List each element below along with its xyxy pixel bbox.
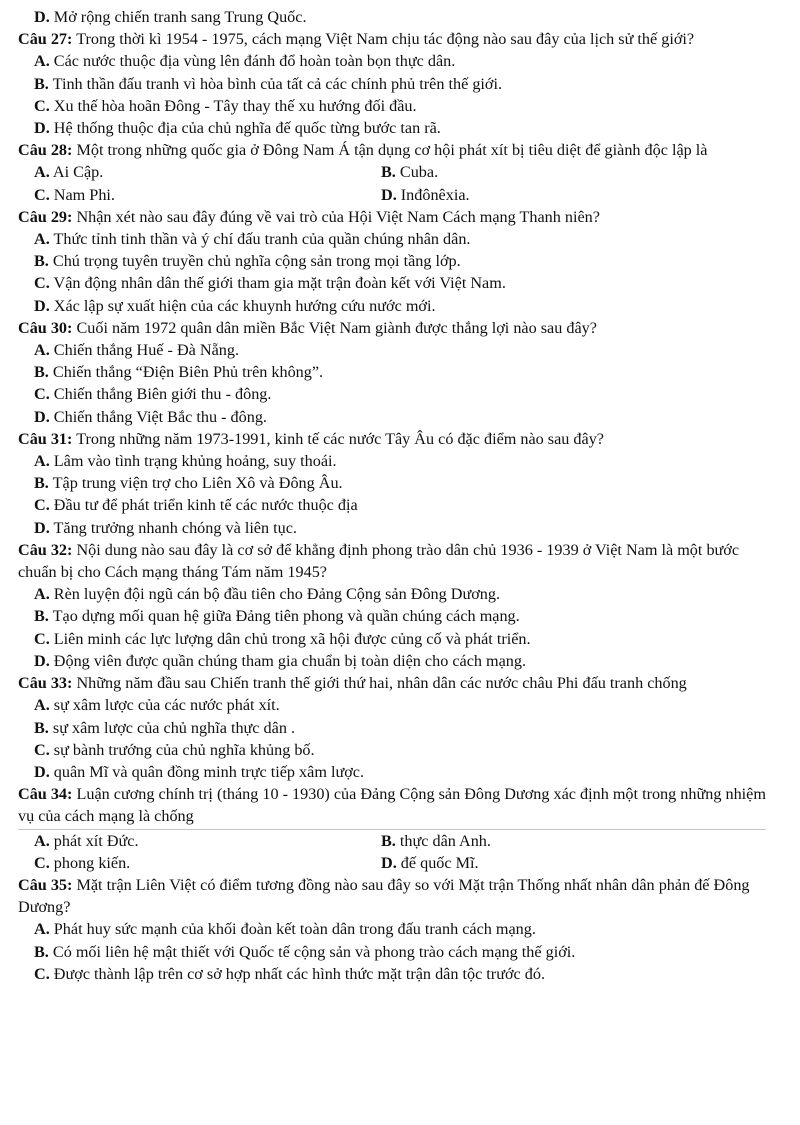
option-text: Chú trọng tuyên truyền chủ nghĩa cộng sản trong mọi tầng lớp. [52, 252, 461, 271]
option-letter: A. [34, 230, 50, 249]
option-text: Hệ thống thuộc địa của chủ nghĩa đế quốc từng bước tan rã. [53, 119, 441, 138]
option-text: Cuba. [399, 163, 439, 182]
question-29 [18, 206, 766, 317]
option-text: sự bành trướng của chủ nghĩa khủng bố. [53, 740, 315, 759]
option-a [18, 583, 766, 605]
option-text: Lâm vào tình trạng khủng hoảng, suy thoái. [53, 452, 337, 471]
option-b [18, 361, 766, 383]
question-30 [18, 317, 766, 428]
option-text: Chiến thắng Biên giới thu - đông. [53, 385, 272, 404]
question-31 [18, 428, 766, 539]
option-text: Thức tỉnh tinh thần và ý chí đấu tranh của quần chúng nhân dân. [53, 230, 471, 249]
option-row [18, 184, 766, 206]
option-text: Rèn luyện đội ngũ cán bộ đầu tiên cho Đảng Cộng sản Đông Dương. [53, 585, 501, 604]
option-d [18, 117, 766, 139]
option-text: Đầu tư để phát triển kinh tế các nước thuộc địa [53, 496, 358, 515]
question-stem [18, 539, 766, 583]
option-letter: B. [34, 474, 49, 493]
question-stem [18, 139, 766, 161]
option-letter: C. [34, 185, 50, 204]
option-letter: A. [34, 452, 50, 471]
option-letter: D. [34, 762, 50, 781]
option-letter: A. [34, 341, 50, 360]
option-a [18, 50, 766, 72]
option-letter: C. [34, 964, 50, 983]
option-letter: A. [34, 585, 50, 604]
option-a [18, 918, 766, 940]
option-letter: C. [34, 274, 50, 293]
option-text: Tăng trưởng nhanh chóng và liên tục. [53, 518, 297, 537]
option-letter: B. [381, 163, 396, 182]
option-text: đế quốc Mĩ. [400, 853, 479, 872]
question-28 [18, 139, 766, 206]
option-text: sự xâm lược của các nước phát xít. [53, 696, 280, 715]
option-letter: B. [34, 252, 49, 271]
option-d [381, 184, 728, 206]
option-b [18, 250, 766, 272]
option-text: Phát huy sức mạnh của khối đoàn kết toàn dân trong đấu tranh cách mạng. [53, 920, 536, 939]
question-27 [18, 28, 766, 139]
option-letter: D. [34, 651, 50, 670]
option-b [18, 605, 766, 627]
option-text: Tinh thần đấu tranh vì hòa bình của tất cả các chính phủ trên thế giới. [52, 74, 503, 93]
option-c [18, 95, 766, 117]
question-stem [18, 874, 766, 918]
option-c [18, 628, 766, 650]
option-text: Inđônêxia. [400, 185, 470, 204]
option-letter: D. [34, 119, 50, 138]
option-text: Xu thế hòa hoãn Đông - Tây thay thế xu hướng đối đầu. [53, 96, 417, 115]
option-text: Tập trung viện trợ cho Liên Xô và Đông Âu. [52, 474, 343, 493]
option-b [18, 73, 766, 95]
option-c [34, 184, 381, 206]
option-b [381, 161, 728, 183]
option-letter: D. [381, 185, 397, 204]
question-text: Trong thời kì 1954 - 1975, cách mạng Việt Nam chịu tác động nào sau đây của lịch sử thế giới? [76, 30, 695, 49]
question-stem [18, 206, 766, 228]
option-text: phát xít Đức. [53, 831, 139, 850]
option-a [34, 830, 381, 852]
option-text: thực dân Anh. [399, 831, 491, 850]
option-letter: A. [34, 163, 50, 182]
question-text: Nhận xét nào sau đây đúng về vai trò của Hội Việt Nam Cách mạng Thanh niên? [76, 207, 600, 226]
option-text: Liên minh các lực lượng dân chủ trong xã hội được củng cố và phát triển. [53, 629, 531, 648]
option-d-q26 [18, 6, 766, 28]
option-c [18, 739, 766, 761]
option-d [18, 517, 766, 539]
option-d [18, 650, 766, 672]
option-letter: C. [34, 853, 50, 872]
question-number: Câu 34: [18, 785, 73, 804]
question-text: Một trong những quốc gia ở Đông Nam Á tận dụng cơ hội phát xít bị tiêu diệt để giành độc lập là [76, 141, 708, 160]
option-text: Có mối liên hệ mật thiết với Quốc tế cộng sản và phong trào cách mạng thế giới. [52, 942, 576, 961]
option-b [381, 830, 728, 852]
question-number: Câu 35: [18, 875, 73, 894]
option-text: phong kiến. [53, 853, 131, 872]
option-row [18, 852, 766, 874]
question-33 [18, 672, 766, 783]
option-a [18, 694, 766, 716]
option-text: Chiến thắng “Điện Biên Phủ trên không”. [52, 363, 324, 382]
question-35 [18, 874, 766, 985]
option-d [18, 761, 766, 783]
option-text: Được thành lập trên cơ sở hợp nhất các hình thức mặt trận dân tộc trước đó. [53, 964, 545, 983]
option-text: Nam Phi. [53, 185, 115, 204]
question-stem [18, 28, 766, 50]
question-number: Câu 27: [18, 30, 73, 49]
option-letter: A. [34, 920, 50, 939]
option-letter: B. [34, 942, 49, 961]
option-letter: C. [34, 96, 50, 115]
question-number: Câu 33: [18, 674, 73, 693]
option-text: Chiến thắng Huế - Đà Nẵng. [53, 341, 240, 360]
option-letter: B. [34, 74, 49, 93]
option-text: quân Mĩ và quân đồng minh trực tiếp xâm lược. [53, 762, 365, 781]
option-text: Vận động nhân dân thế giới tham gia mặt trận đoàn kết với Việt Nam. [53, 274, 506, 293]
option-row [18, 830, 766, 852]
option-letter: B. [34, 718, 49, 737]
option-letter: A. [34, 831, 50, 850]
option-letter: D. [381, 853, 397, 872]
option-text: Xác lập sự xuất hiện của các khuynh hướng cứu nước mới. [53, 296, 436, 315]
option-row [18, 161, 766, 183]
option-letter: D. [34, 407, 50, 426]
option-letter: C. [34, 385, 50, 404]
question-34 [18, 783, 766, 874]
option-c [18, 383, 766, 405]
option-c [18, 272, 766, 294]
question-number: Câu 28: [18, 141, 73, 160]
option-text: Tạo dựng mối quan hệ giữa Đảng tiên phong và quần chúng cách mạng. [52, 607, 520, 626]
option-text: Mở rộng chiến tranh sang Trung Quốc. [53, 8, 307, 26]
option-d [381, 852, 728, 874]
question-number: Câu 30: [18, 318, 73, 337]
question-stem [18, 428, 766, 450]
option-a [18, 339, 766, 361]
option-text: Chiến thắng Việt Bắc thu - đông. [53, 407, 267, 426]
option-letter: A. [34, 696, 50, 715]
option-letter: B. [34, 363, 49, 382]
question-32 [18, 539, 766, 672]
option-letter: B. [34, 607, 49, 626]
option-d [18, 295, 766, 317]
question-text: Cuối năm 1972 quân dân miền Bắc Việt Nam giành được thắng lợi nào sau đây? [76, 318, 597, 337]
question-number: Câu 32: [18, 540, 73, 559]
option-letter: D. [34, 296, 50, 315]
option-a [18, 228, 766, 250]
option-letter: D. [34, 8, 50, 26]
option-c [34, 852, 381, 874]
question-stem [18, 317, 766, 339]
option-letter: B. [381, 831, 396, 850]
question-stem [18, 783, 766, 827]
option-d [18, 406, 766, 428]
question-stem [18, 672, 766, 694]
option-a [18, 450, 766, 472]
question-text: Mặt trận Liên Việt có điểm tương đồng nào sau đây so với Mặt trận Thống nhất nhân dân phản đế Đông Dương? [18, 875, 750, 917]
question-text: Luận cương chính trị (tháng 10 - 1930) của Đảng Cộng sản Đông Dương xác định một trong những nhiệm vụ của cách mạng là chống [18, 785, 766, 826]
option-b [18, 941, 766, 963]
option-b [18, 472, 766, 494]
question-text: Trong những năm 1973-1991, kinh tế các nước Tây Âu có đặc điểm nào sau đây? [76, 429, 604, 448]
option-letter: C. [34, 496, 50, 515]
option-text: sự xâm lược của chủ nghĩa thực dân . [52, 718, 296, 737]
option-text: Các nước thuộc địa vùng lên đánh đổ hoàn toàn bọn thực dân. [53, 52, 456, 71]
option-letter: C. [34, 740, 50, 759]
question-text: Nội dung nào sau đây là cơ sở để khẳng định phong trào dân chủ 1936 - 1939 ở Việt Nam là một bước chuẩn bị cho Cách mạng tháng Tám năm 1945? [18, 540, 740, 582]
option-text: Ai Cập. [52, 163, 104, 182]
question-number: Câu 29: [18, 207, 73, 226]
option-a [34, 161, 381, 183]
question-text: Những năm đầu sau Chiến tranh thế giới thứ hai, nhân dân các nước châu Phi đấu tranh chống [76, 674, 687, 693]
option-c [18, 494, 766, 516]
question-number: Câu 31: [18, 429, 73, 448]
option-letter: C. [34, 629, 50, 648]
option-letter: A. [34, 52, 50, 71]
option-letter: D. [34, 518, 50, 537]
option-c [18, 963, 766, 985]
option-b [18, 717, 766, 739]
option-text: Động viên được quần chúng tham gia chuẩn bị toàn diện cho cách mạng. [53, 651, 527, 670]
